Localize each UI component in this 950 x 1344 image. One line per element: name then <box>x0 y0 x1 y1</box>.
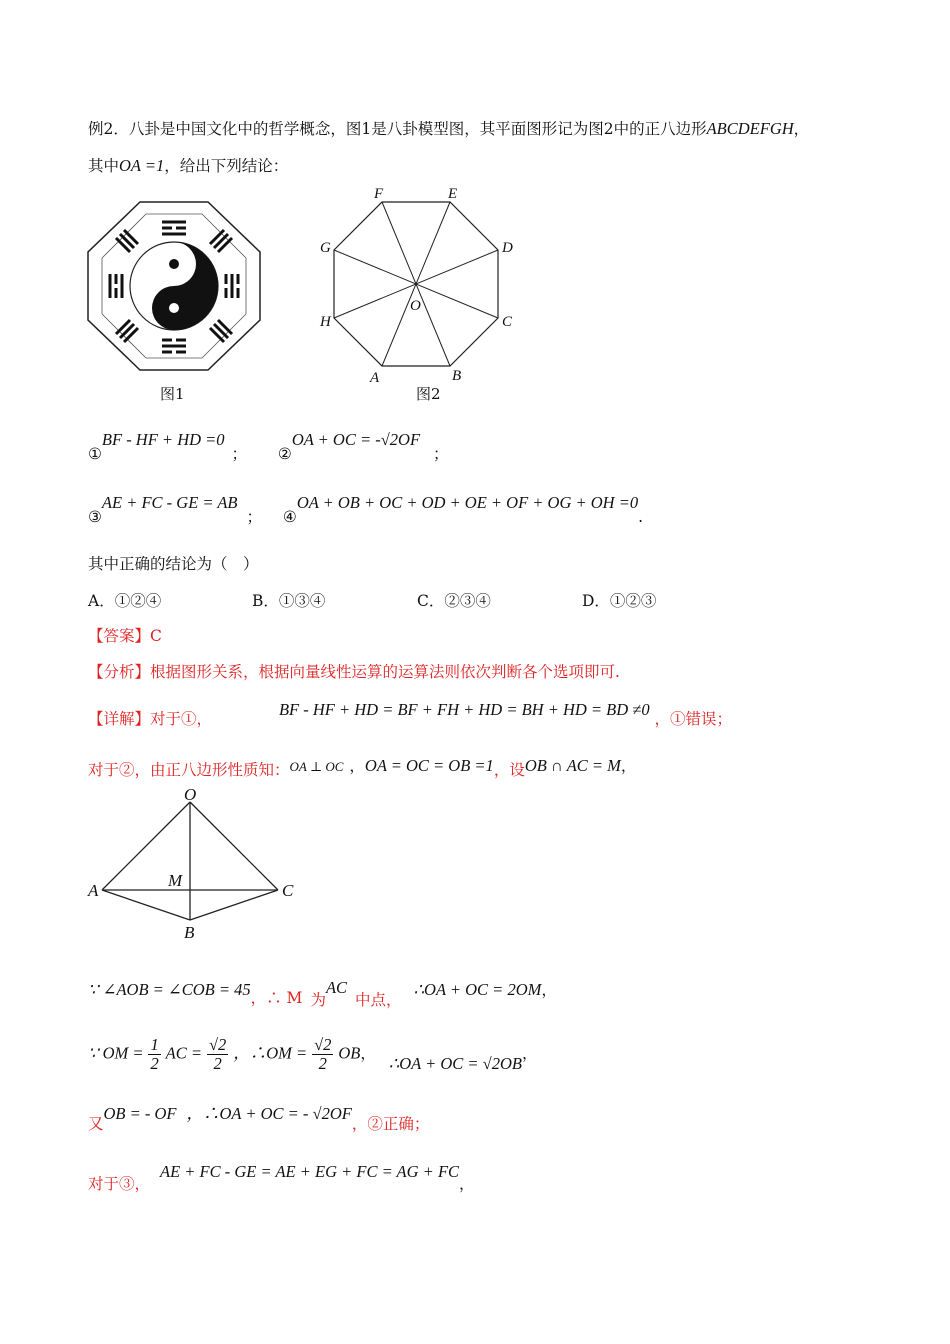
statement-2a: OA + OC = - <box>291 430 381 449</box>
label-F: F <box>374 186 384 202</box>
label-H: H <box>320 314 331 330</box>
oa-equation: OA =1 <box>119 156 165 175</box>
option-d: D．①②③ <box>582 592 657 610</box>
statements-row-2: ③AE + FC - GE = AB ； ④OA + OB + OC + OD + OE + OF + OG + OH =0. <box>88 493 644 526</box>
tri-label-M: M <box>168 871 183 890</box>
option-b: B．①③④ <box>252 592 326 610</box>
statement-4: OA + OB + OC + OD + OE + OF + OG + OH =0 <box>296 493 639 512</box>
detail-line-6: 对于③，AE + FC - GE = AE + EG + FC = AG + FC， <box>88 1162 475 1193</box>
problem-line-1: 例2．八卦是中国文化中的哲学概念，图1是八卦模型图，其平面图形记为图2中的正八边形ABCDEFGH， <box>88 119 810 138</box>
statements-row-1: ①BF - HF + HD =0 ； ②OA + OC = -√2OF ； <box>88 430 449 463</box>
tri-label-C: C <box>282 881 294 900</box>
question: 其中正确的结论为（ ） <box>88 555 259 573</box>
option-c: C．②③④ <box>417 592 491 610</box>
label-G: G <box>320 240 331 256</box>
tri-label-O: O <box>184 786 197 804</box>
detail-eq1: BF - HF + HD = BF + FH + HD = BH + HD = BD ≠0 <box>278 700 650 719</box>
octagon-figure <box>318 184 524 384</box>
option-a: A．①②④ <box>88 592 162 610</box>
label-E: E <box>448 186 458 202</box>
label-C: C <box>502 314 513 330</box>
problem-text: 例2．八卦是中国文化中的哲学概念，图1是八卦模型图，其平面图形记为图2中的正八边形 <box>88 120 707 138</box>
statement-2b: √2OF <box>380 430 421 449</box>
statement-3: AE + FC - GE = AB <box>101 493 238 512</box>
label-B: B <box>452 368 462 384</box>
detail-line-4: ∵ OM = $\frac{1}{2}$ AC = $\frac{√2}{2}$ ，∴OM = $\frac{√2}{2}$ OB， ∴OA + OC = √2OB， <box>88 1035 538 1074</box>
analysis: 【分析】根据图形关系，根据向量线性运算的运算法则依次判断各个选项即可. <box>88 663 620 681</box>
problem-line-2: 其中OA =1，给出下列结论： <box>88 156 289 175</box>
label-D: D <box>502 240 513 256</box>
octagon-name: ABCDEFGH <box>706 119 794 138</box>
detail-line-5: 又OB = - OF ，∴OA + OC = - √2OF，②正确； <box>88 1104 430 1133</box>
label-A: A <box>370 370 380 384</box>
detail-line-1: 【详解】对于①， BF - HF + HD = BF + FH + HD = BH + HD = BD ≠0 ，①错误； <box>88 700 733 728</box>
figure-2-caption: 图2 <box>416 385 441 403</box>
tri-label-A: A <box>88 881 99 900</box>
bagua-figure <box>86 200 262 372</box>
answer: 【答案】C <box>88 627 162 645</box>
label-O: O <box>410 298 421 314</box>
statement-1: BF - HF + HD =0 <box>101 430 225 449</box>
tri-label-B: B <box>184 923 195 942</box>
detail-line-3: ∵ ∠AOB = ∠COB = 45，∴ M 为AC中点，∴OA + OC = 2OM， <box>88 978 557 1009</box>
triangle-figure <box>86 786 298 942</box>
figure-1-caption: 图1 <box>160 385 185 403</box>
detail-line-2: 对于②，由正八边形性质知：OA ⊥ OC ，OA = OC = OB =1，设OB ∩ AC = M， <box>88 756 637 779</box>
